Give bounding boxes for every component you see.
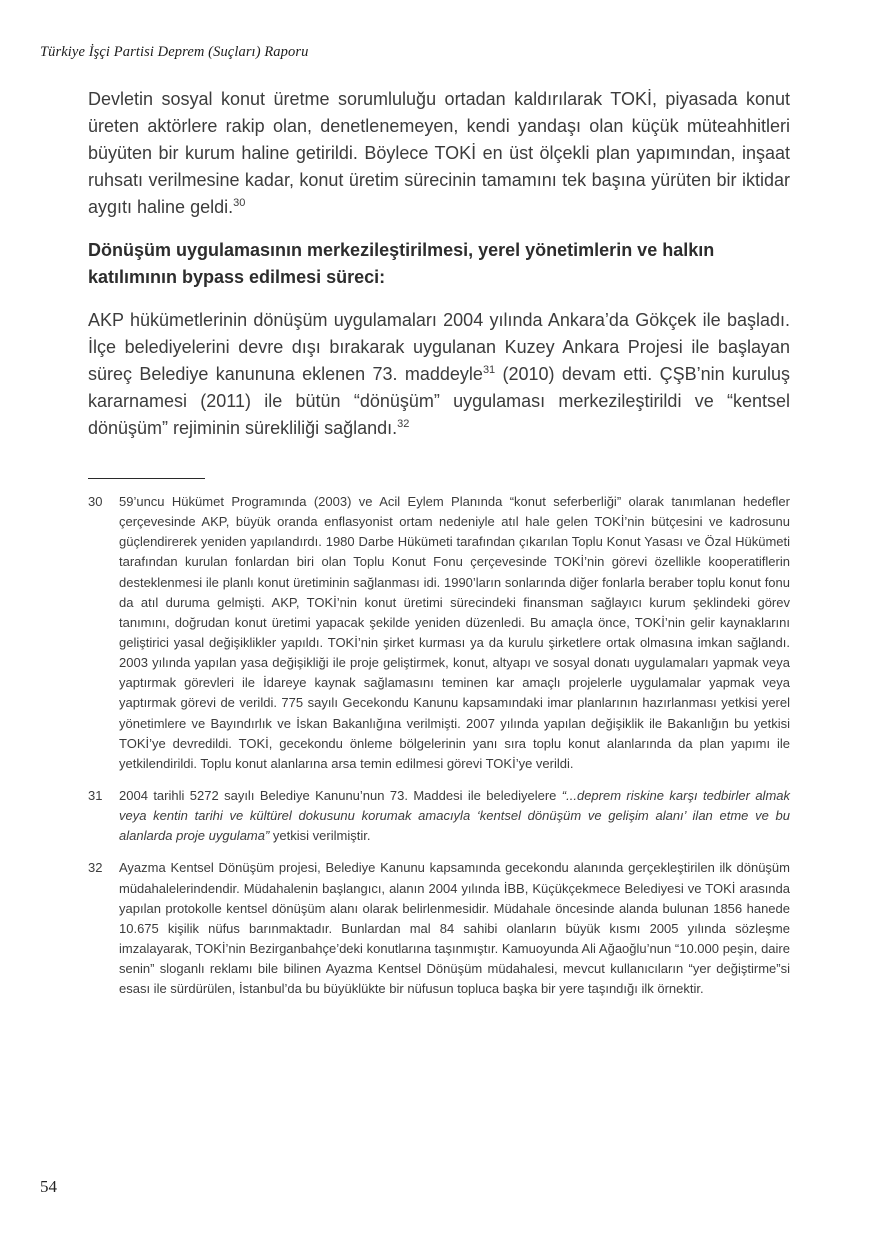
footnote-text-segment: 2004 tarihli 5272 sayılı Belediye Kanunu’nun 73. Maddesi ile belediyelere — [119, 787, 562, 803]
footnote-text — [119, 858, 790, 999]
section-heading: Dönüşüm uygulamasının merkezileştirilmesi, yerel yönetimlerin ve halkın katılımının bypass edilmesi süreci: — [88, 240, 715, 287]
running-header: Türkiye İşçi Partisi Deprem (Suçları) Raporu — [40, 44, 309, 60]
footnote-ref-32: 32 — [397, 418, 410, 430]
footnotes-section — [88, 492, 790, 999]
footnote-ref-31: 31 — [482, 364, 496, 376]
footnote-text — [119, 786, 790, 846]
footnote-32 — [88, 858, 790, 999]
paragraph-akp — [88, 307, 790, 442]
footnote-text — [119, 492, 790, 774]
footnote-number: 32 — [88, 860, 103, 876]
footnote-number: 30 — [88, 494, 103, 509]
paragraph-toki — [88, 86, 790, 221]
footnote-text-segment: yetkisi verilmiştir. — [269, 828, 371, 844]
footnote-ref-30: 30 — [233, 197, 246, 209]
footnote-31 — [88, 786, 790, 846]
paragraph-toki-text: Devletin sosyal konut üretme sorumluluğu ortadan kaldırılarak TOKİ, piyasada konut üreten aktörlere rakip olan, denetlenemeyen, kendi yandaşı olan küçük müteahhitleri büyüten bir kurum haline getirildi. Böylece TOKİ en üst ölçekli plan yapımından, inşaat ruhsatı verilmesine kadar, konut üretim sürecinin tamamını tek başına yürüten bir iktidar aygıtı haline geldi. — [88, 89, 790, 217]
footnote-30 — [88, 492, 790, 774]
page-content — [88, 86, 790, 1011]
footnote-text-segment: 59’uncu Hükümet Programında (2003) ve Acil Eylem Planında “konut seferberliği” olarak tanımlanan hedefler çerçevesinde AKP, büyük oranda enflasyonist ortam nedeniyle atıl hale gelen TOKİ’nin bütçesini ve kadrosunu güçlendirerek yeniden yapılandırdı. 1980 Darbe Hükümeti tarafından çıkarılan Toplu Konut Yasası ve Özal Hükümeti tarafından kurulan fonlardan biri olan Toplu Konut Fonu çerçevesinde TOKİ’nin görevi özellikle kooperatiflerin desteklenmesi ile planlı konut üretiminin sağlanması idi. 1990’ların sonlarında diğer fonlarla beraber toplu konut fonu da atıl duruma gelmişti. AKP, TOKİ’nin konut üretimi sürecindeki finansman sağlayıcı kurum şeklindeki görev tanımını, doğrudan konut üretimi yapacak şekilde yeniden düzenledi. Bu amaçla önce, TOKİ’nin gelir kaynaklarını geliştirici yasal değişiklikler yapıldı. TOKİ’nin şirket kurması ya da kurulu şirketlere ortak olmasına imkan sağlandı. 2003 yılında yapılan yasa değişikliği ile proje geliştirmek, konut, altyapı ve sosyal donatı uygulamaları yapmak veya yaptırmak görevleri ile İdareye kaynak sağlamasını teminen kar amaçlı projelerle uygulamalar yapmak veya yaptırmak görevi de verildi. 775 sayılı Gecekondu Kanunu kapsamındaki imar planlarının hazırlanması yetkisi yerel yönetimlere ve Bayındırlık ve İskan Bakanlığına verilmişti. 2007 yılında yapılan değişiklik ile Bakanlığın bu yetkisi TOKİ’ye devredildi. TOKİ, gecekondu önleme bölgelerinin yanı sıra toplu konut alanlarında da plan yapımı ile yetkilendirildi. Toplu konut alanlarına arsa temin edilmesi görevi TOKİ’ye verildi. — [119, 494, 790, 771]
paragraph-akp-text-after: (2010) devam etti. ÇŞB’nin kuruluş kararnamesi (2011) ile bütün “dönüşüm” uygulaması merkezileştirildi ve “kentsel dönüşüm” rejiminin sürekliliği sağlandı. — [88, 364, 790, 438]
page-number: 54 — [40, 1177, 57, 1196]
footnote-text-segment-italic: “...deprem riskine karşı tedbirler almak veya kentin tarihi ve kültürel dokusunu korumak amacıyla ‘kentsel dönüşüm ve gelişim alanı’ ilan etme ve bu alanlarda proje uygulama” — [119, 787, 791, 844]
paragraph-akp-text-before: AKP hükümetlerinin dönüşüm uygulamaları 2004 yılında Ankara’da Gökçek ile başladı. İlçe belediyelerini devre dışı bırakarak uygulanan Kuzey Ankara Projesi ile başlayan süreç Belediye kanununa eklenen 73. maddeyle — [88, 310, 790, 384]
footnote-number: 31 — [88, 787, 103, 803]
footnote-text-segment: Ayazma Kentsel Dönüşüm projesi, Belediye Kanunu kapsamında gecekondu alanında gerçekleştirilen ilk dönüşüm müdahalelerindendir. Müdahalenin başlangıcı, alanın 2004 yılında İBB, Küçükçekmece Belediyesi ve TOKİ arasında yapılan protokolle kentsel dönüşüm alanı olarak belirlenmesidir. Müdahale öncesinde alanda bulunan 1856 hanede 10.675 kişilik nüfus barınmaktadır. Bunlardan mal 84 sahibi olanların büyük kısmı 2005 yılında sözleşme imzalayarak, TOKİ’nin Bezirganbahçe’deki konutlarına taşınmıştır. Kamuoyunda Ali Ağaoğlu’nun “10.000 peşin, daire senin” sloganlı reklamı bile bilinen Ayazma Kentsel Dönüşüm müdahalesi, mevcut kullanıcıların “yer değiştirme”si esası ile sürdürülen, İstanbul’da bu büyüklükte bir nüfusun topluca başka bir yere taşındığı ilk örnektir. — [119, 860, 790, 997]
footnote-separator-rule — [88, 478, 205, 479]
